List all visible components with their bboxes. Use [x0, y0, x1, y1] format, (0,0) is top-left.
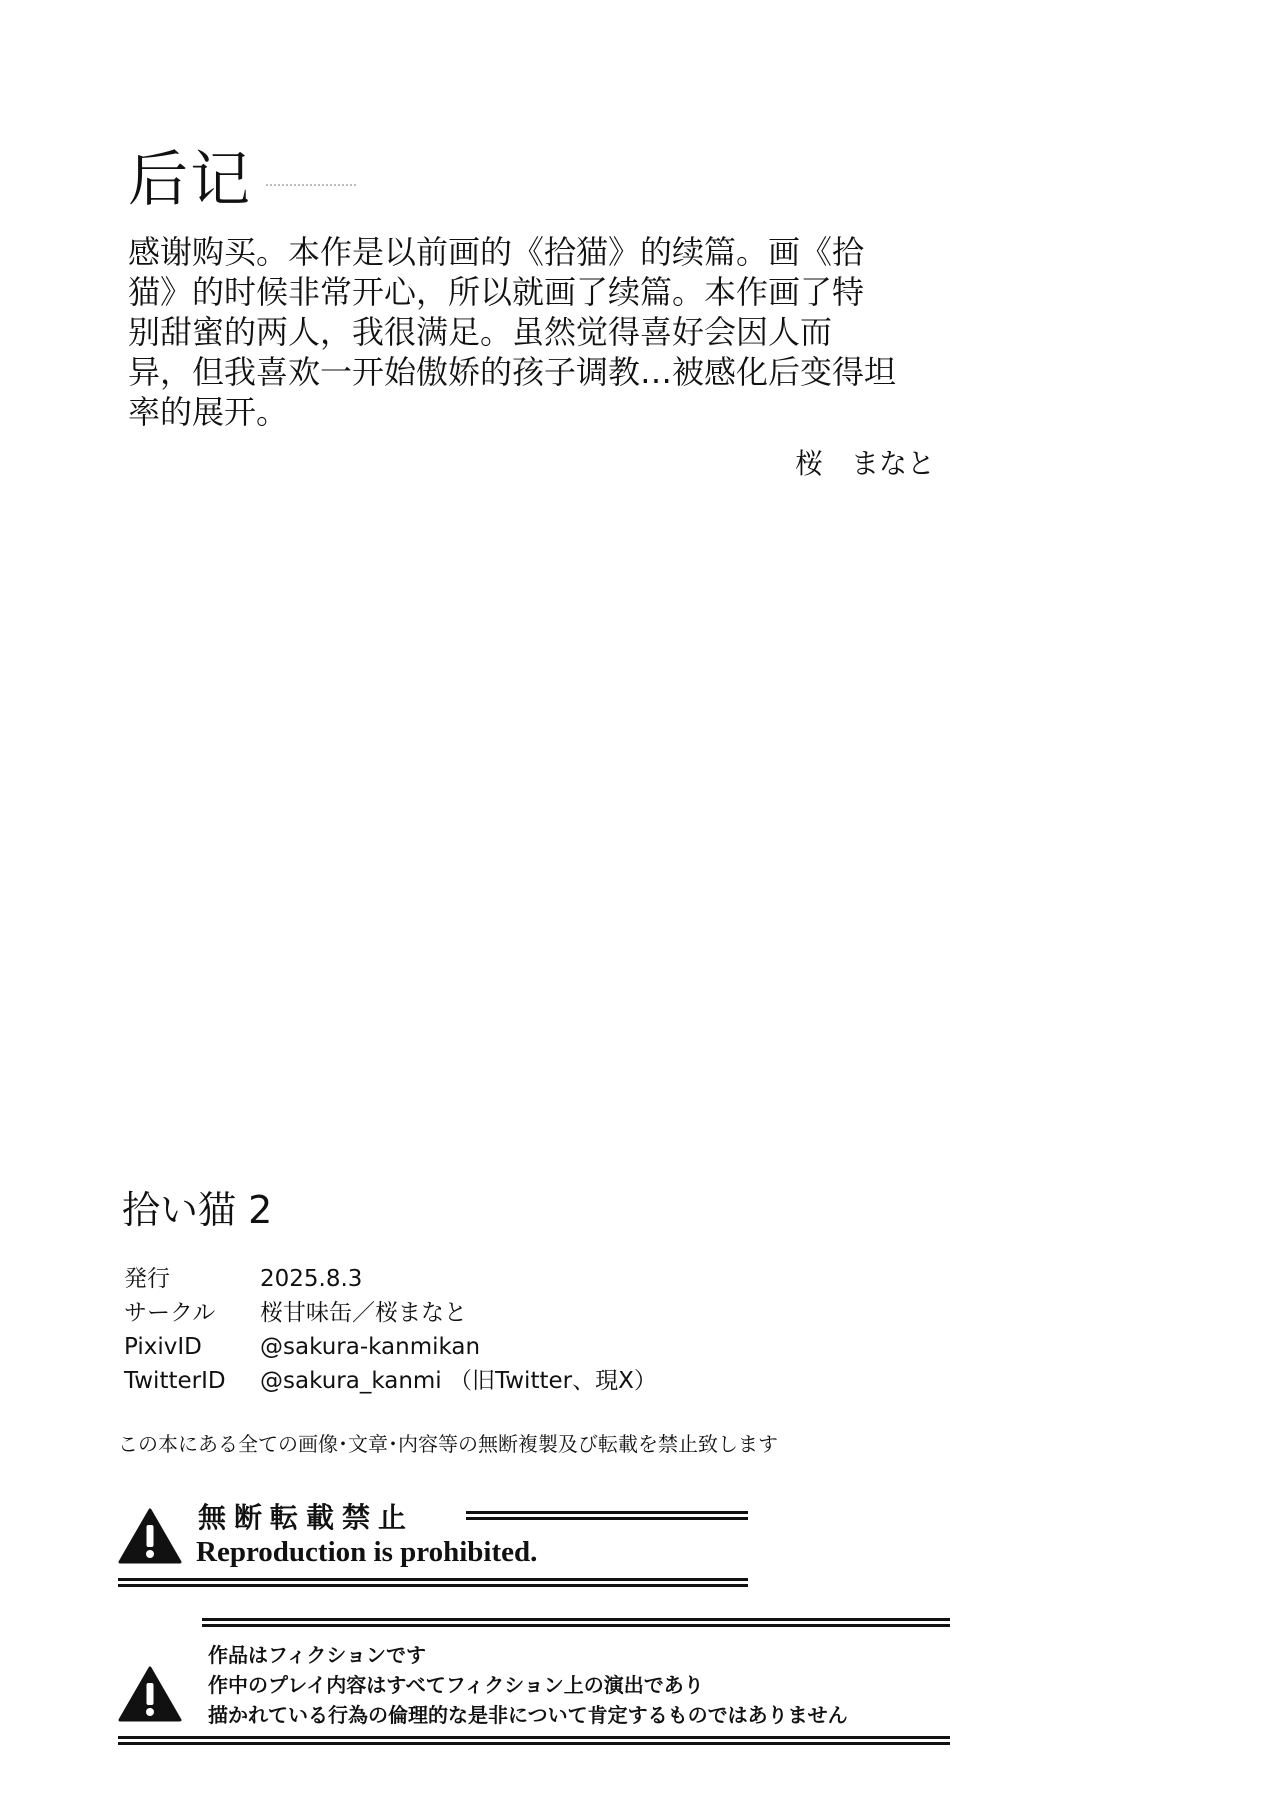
colophon-value: @sakura-kanmikan: [260, 1334, 481, 1360]
colophon-label: PixivID: [124, 1334, 202, 1360]
colophon-value: @sakura_kanmi （旧Twitter、現X）: [260, 1368, 657, 1394]
reproduction-title-en: Reproduction is prohibited.: [196, 1536, 538, 1568]
copyright-notice: この本にある全ての画像･文章･内容等の無断複製及び転載を禁止致します: [118, 1432, 778, 1456]
double-rule: [118, 1736, 950, 1745]
fiction-line: 作中のプレイ内容はすべてフィクション上の演出であり: [208, 1673, 704, 1697]
colophon-value: 2025.8.3: [260, 1266, 363, 1292]
afterword-body: [128, 232, 958, 432]
colophon-label: 発行: [124, 1266, 170, 1292]
fiction-line: 描かれている行為の倫理的な是非について肯定するものではありません: [208, 1703, 848, 1727]
colophon-label: TwitterID: [124, 1368, 226, 1394]
fiction-line: 作品はフィクションです: [208, 1643, 426, 1667]
colophon-label: サークル: [124, 1300, 216, 1326]
book-title: 拾い猫 2: [122, 1188, 273, 1232]
colophon-value: 桜甘味缶／桜まなと: [260, 1300, 467, 1326]
reproduction-title-jp: 無断転載禁止: [198, 1501, 415, 1534]
afterword-line: 感谢购买。本作是以前画的《拾猫》的续篇。画《拾: [128, 233, 865, 271]
double-rule: [466, 1511, 748, 1520]
double-rule: [118, 1578, 748, 1587]
author-signature: 桜 まなと: [795, 447, 936, 480]
afterword-line: 率的展开。: [128, 393, 289, 431]
double-rule: [202, 1618, 950, 1627]
warning-triangle-icon: [118, 1508, 182, 1568]
warning-triangle-icon: [118, 1666, 182, 1726]
afterword-line: 异，但我喜欢一开始傲娇的孩子调教…被感化后变得坦: [128, 353, 897, 391]
fiction-notice: [208, 1640, 848, 1730]
title-dotted-rule: [266, 184, 356, 186]
afterword-title: 后记: [128, 145, 252, 215]
afterword-line: 别甜蜜的两人，我很满足。虽然觉得喜好会因人而: [128, 313, 833, 351]
afterword-line: 猫》的时候非常开心，所以就画了续篇。本作画了特: [128, 273, 865, 311]
